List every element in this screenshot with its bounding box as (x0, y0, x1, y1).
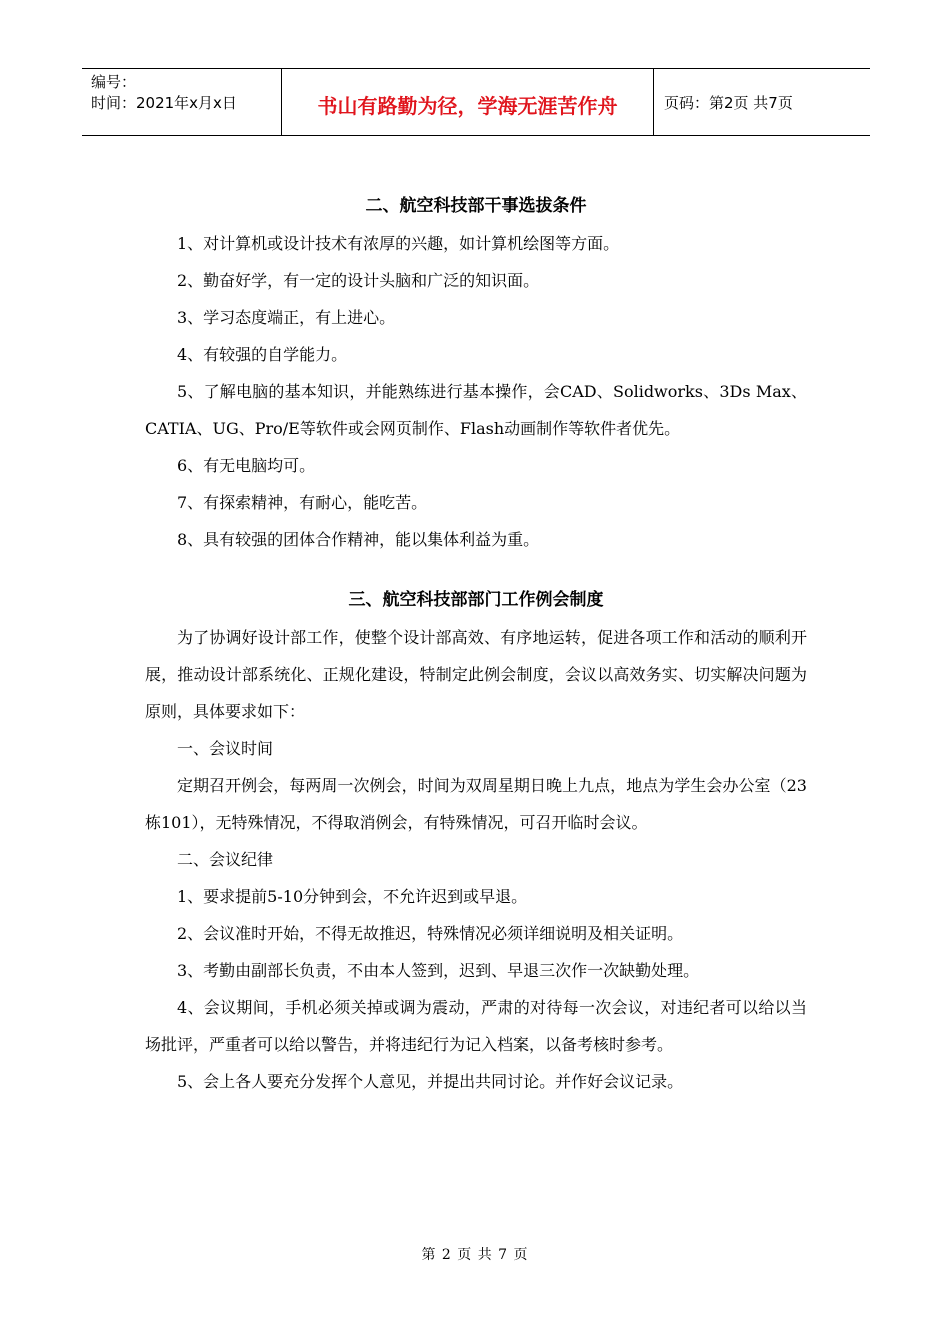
paragraph: 3、学习态度端正，有上进心。 (177, 308, 396, 327)
paragraph: 1、要求提前5-10分钟到会，不允许迟到或早退。 (177, 887, 528, 906)
header-motto: 书山有路勤为径，学海无涯苦作舟 (282, 69, 654, 135)
paragraph: 定期召开例会，每两周一次例会，时间为双周星期日晚上九点，地点为学生会办公室（23栋101），无特殊情况，不得取消例会，有特殊情况，可召开临时会议。 (145, 776, 807, 832)
paragraph: 4、会议期间，手机必须关掉或调为震动，严肃的对待每一次会议，对违纪者可以给以当场批评，严重者可以给以警告，并将违纪行为记入档案，以备考核时参考。 (145, 998, 807, 1054)
paragraph: 2、勤奋好学，有一定的设计头脑和广泛的知识面。 (177, 271, 540, 290)
paragraph: 5、了解电脑的基本知识，并能熟练进行基本操作，会CAD、Solidworks、3Ds Max、CATIA、UG、Pro/E等软件或会网页制作、Flash动画制作等软件者优先。 (145, 382, 807, 438)
subheading: 一、会议时间 (177, 739, 274, 758)
header-number-label: 编号： (91, 73, 137, 91)
document-body (145, 188, 807, 1100)
header-page-info: 页码：第2页 共7页 (664, 93, 793, 112)
section-title: 二、航空科技部干事选拔条件 (365, 196, 587, 216)
header-meta (82, 69, 282, 135)
paragraph: 3、考勤由副部长负责，不由本人签到，迟到、早退三次作一次缺勤处理。 (177, 961, 700, 980)
paragraph: 为了协调好设计部工作，使整个设计部高效、有序地运转，促进各项工作和活动的顺利开展，推动设计部系统化、正规化建设，特制定此例会制度，会议以高效务实、切实解决问题为原则，具体要求如下： (145, 628, 807, 721)
paragraph: 5、会上各人要充分发挥个人意见，并提出共同讨论。并作好会议记录。 (177, 1072, 684, 1091)
paragraph: 6、有无电脑均可。 (177, 456, 316, 475)
section-meeting-rules (145, 582, 807, 1100)
section-selection-criteria (145, 188, 807, 558)
section-title: 三、航空科技部部门工作例会制度 (348, 590, 604, 610)
subheading: 二、会议纪律 (177, 850, 274, 869)
section-gap (145, 558, 807, 582)
paragraph: 8、具有较强的团体合作精神，能以集体利益为重。 (177, 530, 540, 549)
paragraph: 2、会议准时开始，不得无故推迟，特殊情况必须详细说明及相关证明。 (177, 924, 684, 943)
paragraph: 7、有探索精神，有耐心，能吃苦。 (177, 493, 428, 512)
page-footer: 第 2 页 共 7 页 (421, 1247, 529, 1263)
paragraph: 1、对计算机或设计技术有浓厚的兴趣，如计算机绘图等方面。 (177, 234, 620, 253)
paragraph: 4、有较强的自学能力。 (177, 345, 348, 364)
header-time-label: 时间：2021年x月x日 (91, 94, 237, 112)
page-header (82, 68, 870, 136)
